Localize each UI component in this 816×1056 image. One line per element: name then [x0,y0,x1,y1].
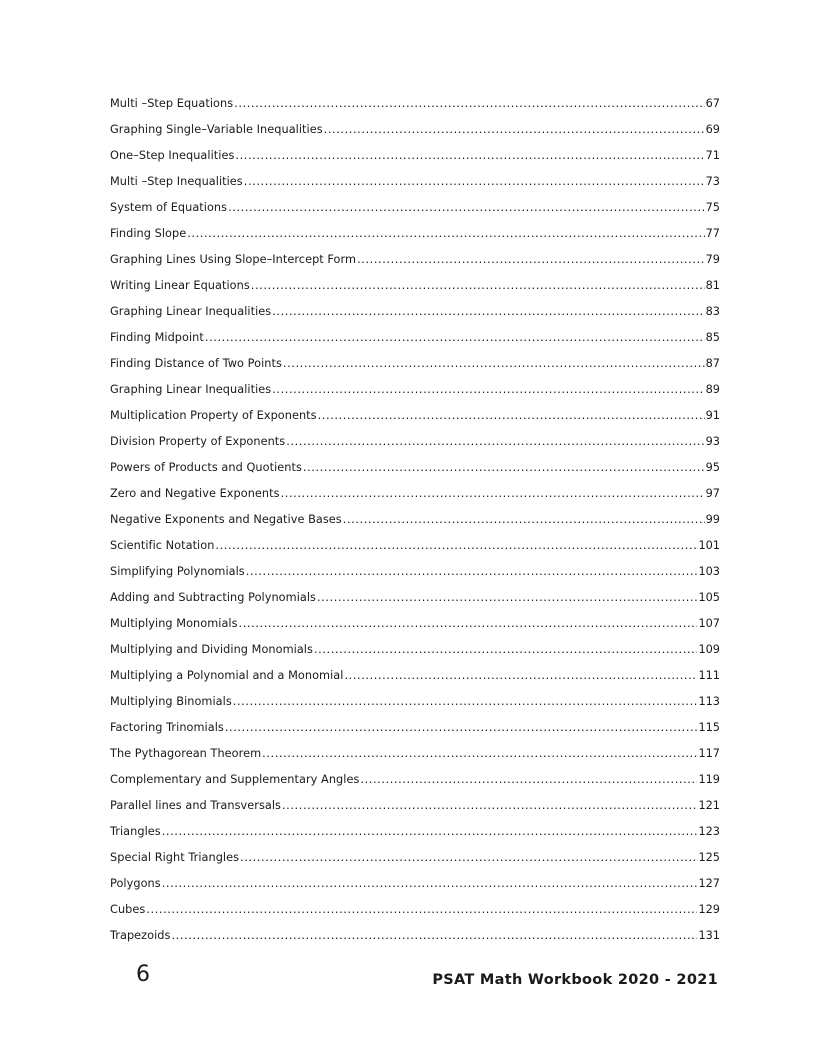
toc-entry-title: Finding Midpoint [110,331,204,344]
toc-dot-leader [162,821,698,843]
toc-entry-title: Division Property of Exponents [110,435,286,448]
toc-dot-leader [272,301,704,323]
toc-entry[interactable] [110,535,720,561]
toc-entry-page-number: 83 [705,305,720,318]
toc-entry-page-number: 73 [705,175,720,188]
toc-entry-title: Finding Slope [110,227,187,240]
toc-entry[interactable] [110,145,720,171]
toc-entry-page-number: 95 [705,461,720,474]
toc-entry-page-number: 69 [705,123,720,136]
toc-dot-leader [205,327,705,349]
toc-dot-leader [360,769,697,791]
toc-dot-leader [286,431,704,453]
toc-dot-leader [146,899,697,921]
toc-dot-leader [239,613,698,635]
toc-dot-leader [343,509,705,531]
toc-dot-leader [225,717,698,739]
toc-entry[interactable] [110,821,720,847]
toc-entry[interactable] [110,457,720,483]
toc-entry-page-number: 101 [698,539,720,552]
toc-entry[interactable] [110,691,720,717]
toc-entry-page-number: 97 [705,487,720,500]
toc-entry-page-number: 103 [698,565,720,578]
toc-entry-page-number: 89 [705,383,720,396]
toc-entry-title: Multiplication Property of Exponents [110,409,317,422]
toc-dot-leader [282,795,697,817]
toc-entry-title: Trapezoids [110,929,171,942]
toc-entry-title: Finding Distance of Two Points [110,357,282,370]
toc-dot-leader [272,379,704,401]
toc-dot-leader [187,223,704,245]
toc-entry[interactable] [110,353,720,379]
toc-entry-title: Polygons [110,877,161,890]
toc-entry[interactable] [110,925,720,951]
toc-entry-title: One–Step Inequalities [110,149,235,162]
toc-entry-title: Powers of Products and Quotients [110,461,302,474]
toc-entry[interactable] [110,483,720,509]
toc-dot-leader [318,405,705,427]
toc-entry[interactable] [110,873,720,899]
toc-entry-page-number: 131 [698,929,720,942]
toc-entry[interactable] [110,327,720,353]
toc-entry-title: Special Right Triangles [110,851,240,864]
toc-entry-page-number: 119 [698,773,720,786]
toc-entry-title: Graphing Linear Inequalities [110,305,272,318]
toc-dot-leader [228,197,705,219]
toc-dot-leader [240,847,697,869]
toc-entry-title: Factoring Trinomials [110,721,224,734]
toc-entry-page-number: 111 [698,669,720,682]
toc-entry-title: Triangles [110,825,161,838]
toc-dot-leader [234,93,704,115]
toc-entry[interactable] [110,379,720,405]
toc-entry-page-number: 85 [705,331,720,344]
toc-dot-leader [281,483,705,505]
toc-entry-title: Scientific Notation [110,539,215,552]
toc-entry-page-number: 125 [698,851,720,864]
toc-entry-title: System of Equations [110,201,228,214]
toc-entry-page-number: 81 [705,279,720,292]
toc-dot-leader [262,743,697,765]
toc-entry[interactable] [110,405,720,431]
toc-entry[interactable] [110,587,720,613]
toc-entry[interactable] [110,119,720,145]
toc-entry-page-number: 77 [705,227,720,240]
toc-entry-page-number: 129 [698,903,720,916]
toc-entry-page-number: 113 [698,695,720,708]
toc-dot-leader [324,119,705,141]
toc-entry[interactable] [110,639,720,665]
toc-dot-leader [244,171,705,193]
toc-entry-title: Multiplying Binomials [110,695,232,708]
toc-dot-leader [215,535,697,557]
toc-entry[interactable] [110,275,720,301]
toc-entry-title: Parallel lines and Transversals [110,799,281,812]
toc-entry-page-number: 91 [705,409,720,422]
toc-entry[interactable] [110,93,720,119]
table-of-contents [110,93,720,951]
toc-entry[interactable] [110,171,720,197]
toc-entry-page-number: 115 [698,721,720,734]
toc-entry-page-number: 127 [698,877,720,890]
toc-entry-title: Cubes [110,903,146,916]
toc-entry[interactable] [110,223,720,249]
toc-entry-title: Adding and Subtracting Polynomials [110,591,316,604]
toc-entry-page-number: 71 [705,149,720,162]
toc-entry-page-number: 87 [705,357,720,370]
toc-dot-leader [317,587,697,609]
toc-entry-page-number: 75 [705,201,720,214]
toc-entry-page-number: 107 [698,617,720,630]
toc-entry[interactable] [110,509,720,535]
toc-entry[interactable] [110,743,720,769]
toc-entry-title: Multi –Step Equations [110,97,234,110]
toc-entry[interactable] [110,717,720,743]
toc-entry-title: Graphing Lines Using Slope–Intercept Form [110,253,357,266]
toc-entry[interactable] [110,197,720,223]
toc-entry[interactable] [110,249,720,275]
toc-entry-title: Multiplying and Dividing Monomials [110,643,313,656]
toc-dot-leader [344,665,697,687]
toc-dot-leader [246,561,698,583]
toc-entry-page-number: 67 [705,97,720,110]
toc-dot-leader [303,457,705,479]
toc-entry-title: Zero and Negative Exponents [110,487,280,500]
toc-entry-page-number: 109 [698,643,720,656]
toc-entry-title: Negative Exponents and Negative Bases [110,513,342,526]
toc-dot-leader [171,925,697,947]
toc-dot-leader [283,353,705,375]
toc-entry-title: Simplifying Polynomials [110,565,245,578]
toc-entry-title: Graphing Linear Inequalities [110,383,272,396]
toc-entry-title: Multiplying a Polynomial and a Monomial [110,669,344,682]
toc-entry[interactable] [110,301,720,327]
toc-entry-page-number: 117 [698,747,720,760]
toc-entry-title: Multiplying Monomials [110,617,238,630]
toc-entry-page-number: 99 [705,513,720,526]
toc-dot-leader [235,145,704,167]
toc-entry-title: Multi –Step Inequalities [110,175,243,188]
toc-entry-title: Graphing Single–Variable Inequalities [110,123,323,136]
toc-entry-page-number: 79 [705,253,720,266]
toc-dot-leader [251,275,705,297]
toc-entry[interactable] [110,561,720,587]
toc-entry-page-number: 123 [698,825,720,838]
toc-entry-page-number: 93 [705,435,720,448]
toc-dot-leader [357,249,705,271]
toc-dot-leader [162,873,698,895]
toc-entry[interactable] [110,899,720,925]
toc-entry-page-number: 121 [698,799,720,812]
footer-page-number: 6 [136,962,150,987]
footer-book-title: PSAT Math Workbook 2020 - 2021 [432,972,718,988]
toc-entry[interactable] [110,431,720,457]
toc-entry[interactable] [110,847,720,873]
toc-entry-title: The Pythagorean Theorem [110,747,262,760]
toc-entry-page-number: 105 [698,591,720,604]
toc-dot-leader [314,639,698,661]
toc-entry[interactable] [110,769,720,795]
toc-entry-title: Complementary and Supplementary Angles [110,773,360,786]
toc-entry[interactable] [110,795,720,821]
toc-dot-leader [233,691,698,713]
toc-entry[interactable] [110,613,720,639]
toc-entry-title: Writing Linear Equations [110,279,250,292]
toc-entry[interactable] [110,665,720,691]
